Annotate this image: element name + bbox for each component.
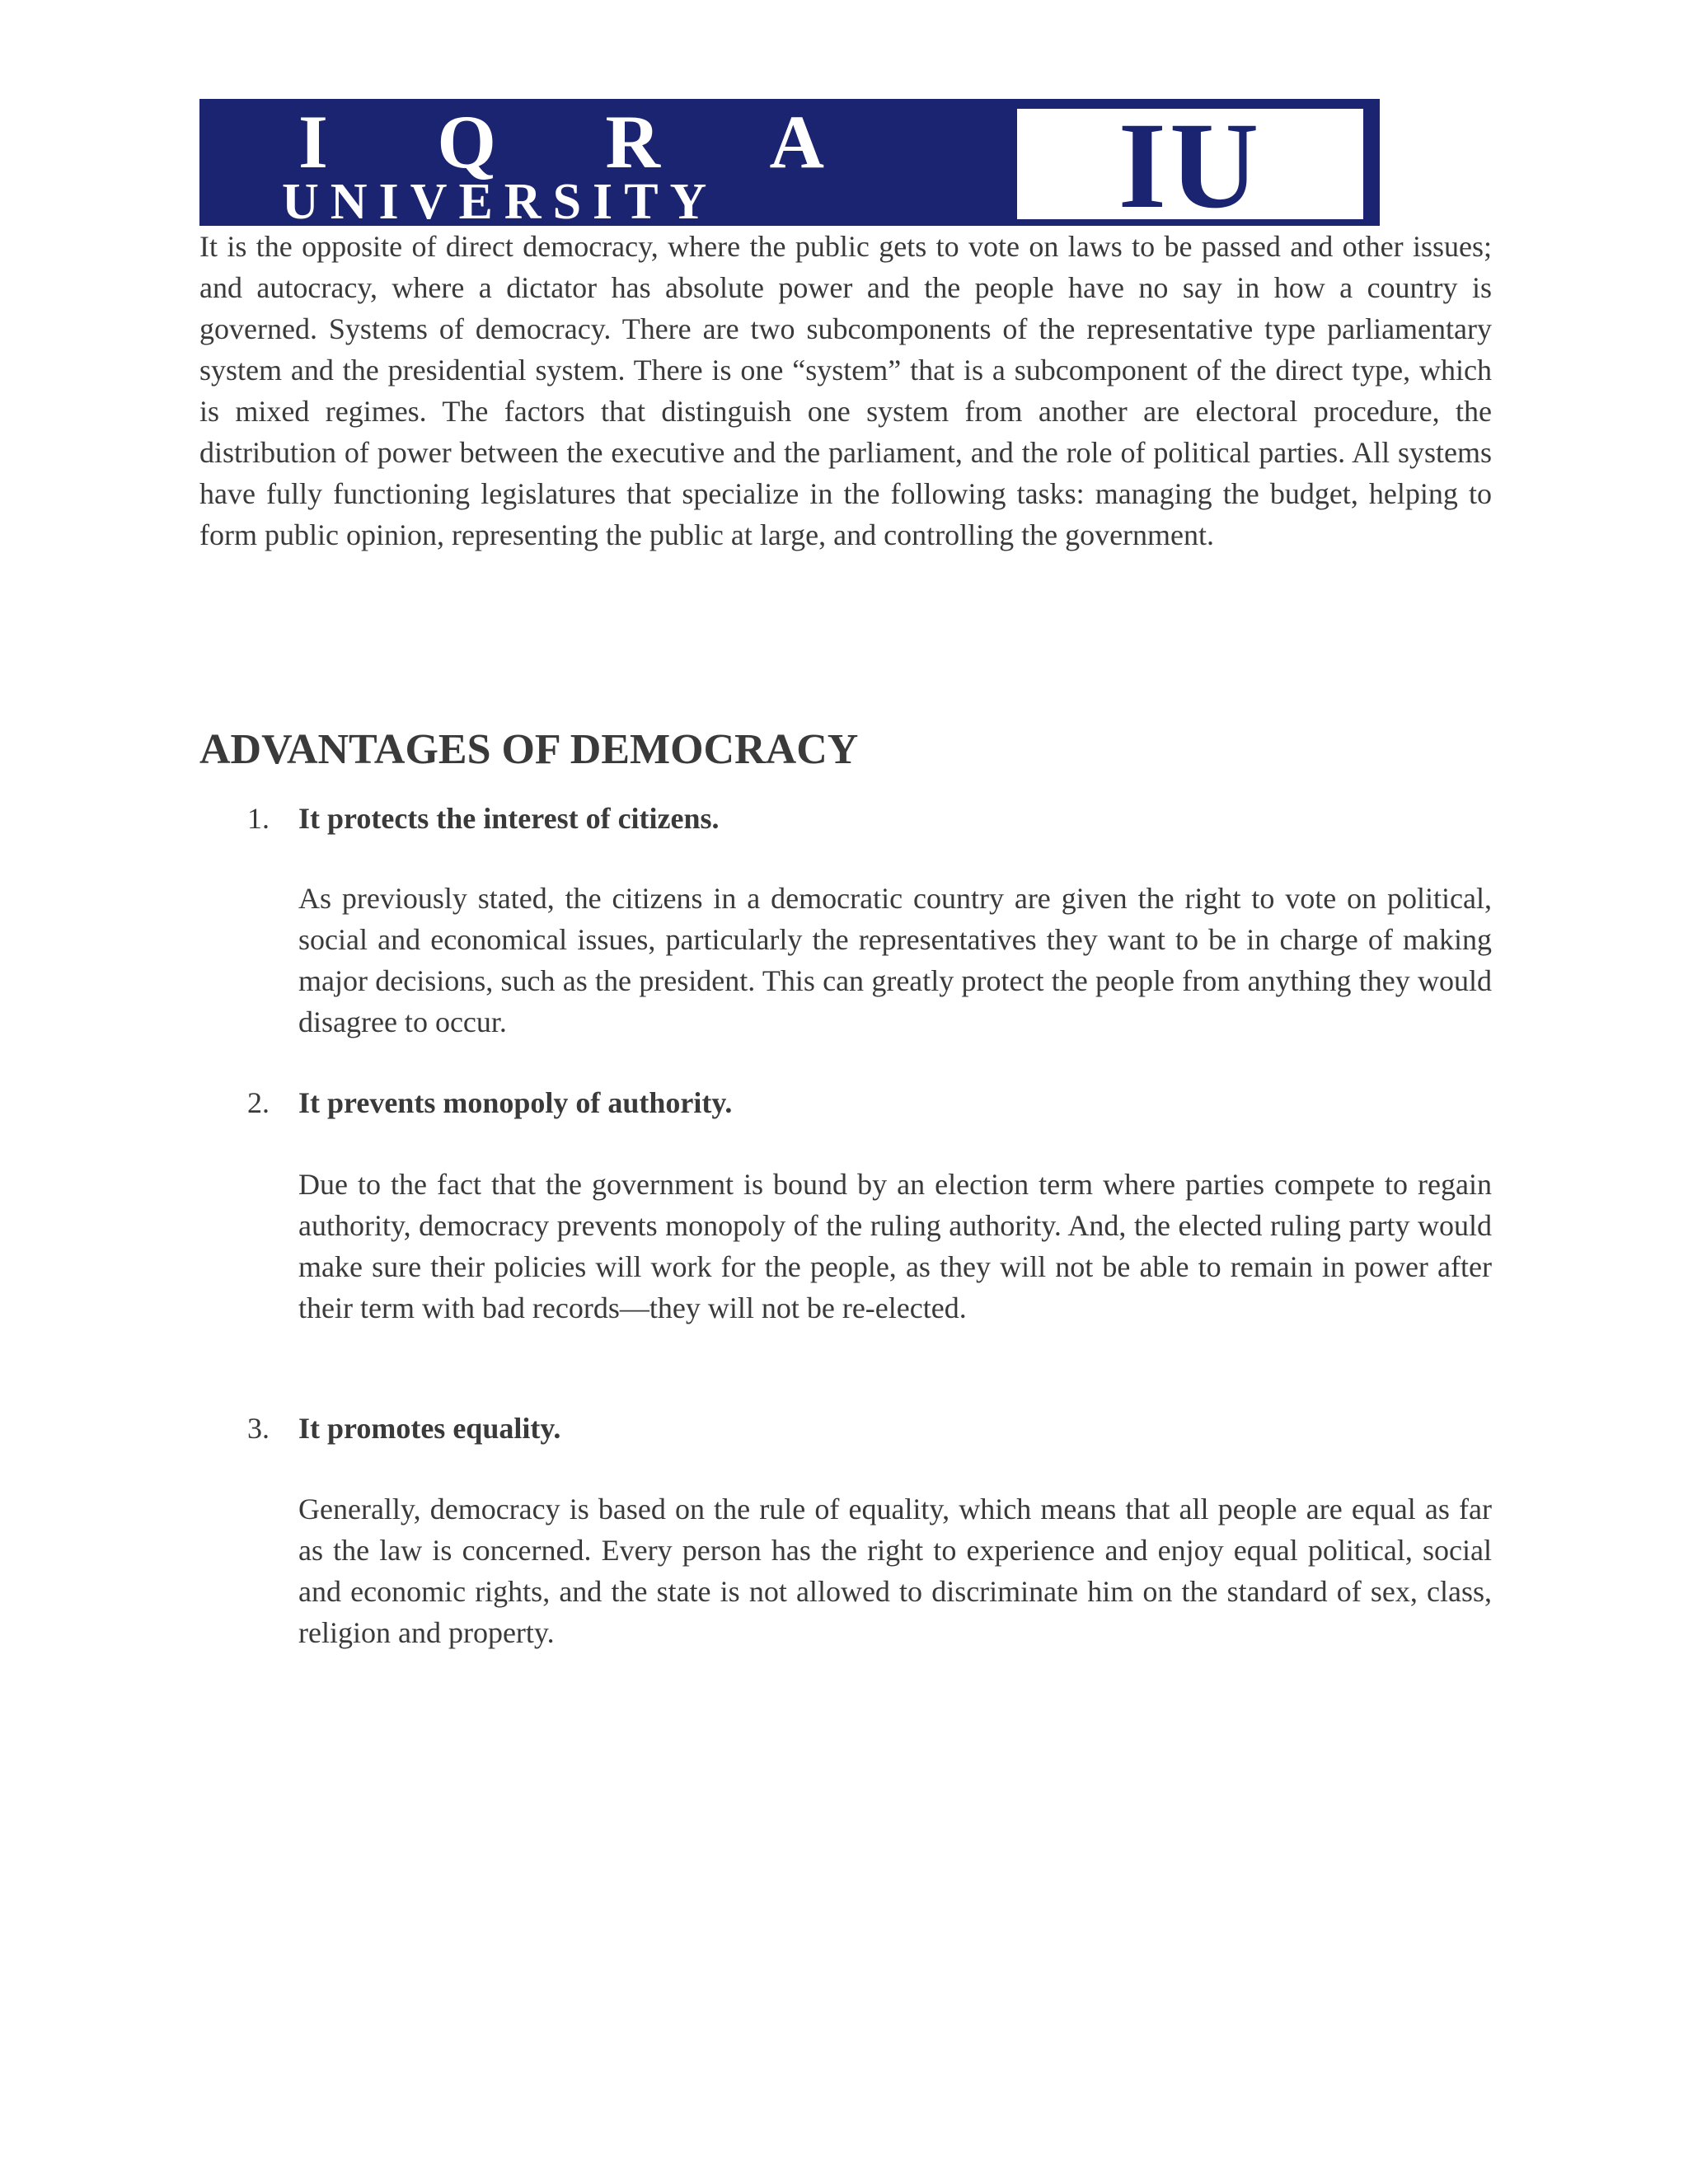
logo-letter: Q xyxy=(437,100,498,184)
intro-paragraph: It is the opposite of direct democracy, where the public gets to vote on laws to be passed and other issues; and autocracy, where a dictator has absolute power and the people have no say in how a country is governed. Systems of democracy. There are two subcomponents of the representative type parliamentary system and the presidential system. There is one “system” that is a subcomponent of the direct type, which is mixed regimes. The factors that distinguish one system from another are electoral procedure, the distribution of power between the executive and the parliament, and the role of political parties. All systems have fully functioning legislatures that specialize in the following tasks: managing the budget, helping to form public opinion, representing the public at large, and controlling the government. xyxy=(199,230,1492,551)
list-item-number: 1. xyxy=(247,802,270,835)
list-item-body: Due to the fact that the government is bound by an election term where parties compete to regain authority, democracy prevents monopoly of the ruling authority. And, the elected ruling party would make sure their policies will work for the people, as they will not be able to remain in power after their term with bad records—they will not be re-elected. xyxy=(298,1168,1492,1324)
logo-letter: R xyxy=(605,100,662,184)
logo-letter: I xyxy=(298,100,330,184)
logo-iu-box xyxy=(1017,99,1363,226)
section-heading: ADVANTAGES OF DEMOCRACY xyxy=(199,726,859,773)
logo-letter: A xyxy=(769,100,826,184)
list-item-body: Generally, democracy is based on the rule of equality, which means that all people are equal as far as the law is concerned. Every person has the right to experience and enjoy equal political, social and economic rights, and the state is not allowed to discriminate him on the standard of sex, class, religion and property. xyxy=(298,1493,1492,1649)
list-item-title: It promotes equality. xyxy=(298,1412,561,1445)
list-item-number: 3. xyxy=(247,1412,270,1445)
list-item-title: It prevents monopoly of authority. xyxy=(298,1086,733,1119)
list-item-body: As previously stated, the citizens in a democratic country are given the right to vote on political, social and economical issues, particularly the representatives they want to be in charge of making major decisions, such as the president. This can greatly protect the people from anything they would disagree to occur. xyxy=(298,882,1492,1038)
iqra-university-logo xyxy=(199,99,1380,226)
logo-university-text: UNIVERSITY xyxy=(282,174,719,226)
logo-iu-text: IU xyxy=(1118,99,1263,226)
list-item-title: It protects the interest of citizens. xyxy=(298,802,720,835)
list-item-number: 2. xyxy=(247,1086,270,1119)
logo-iqra-text xyxy=(298,100,826,184)
